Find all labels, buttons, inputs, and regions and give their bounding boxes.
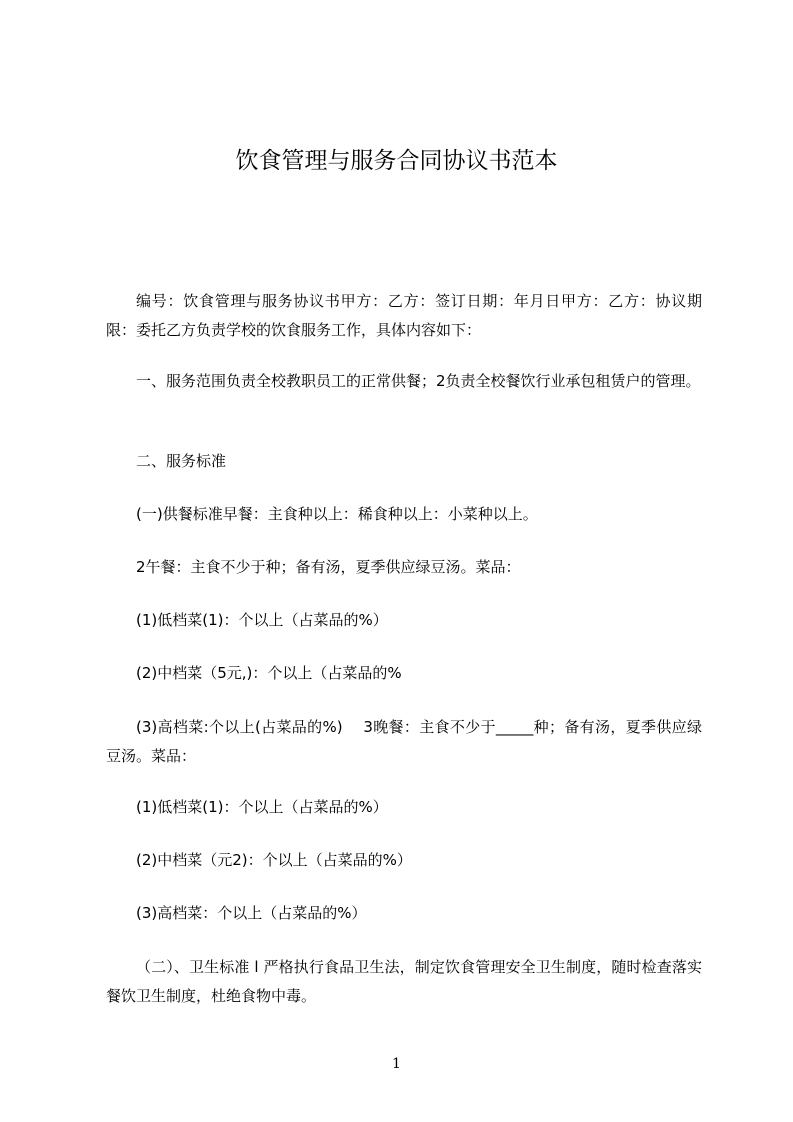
- paragraph-lunch-mid-grade: (2)中档菜（5元,)：个以上（占菜品的%: [136, 664, 402, 682]
- paragraph-service-standard-heading: 二、服务标准: [136, 452, 227, 470]
- paragraph-dinner-high-grade: (3)高档菜：个以上（占菜品的%）: [136, 904, 367, 922]
- document-title: 饮食管理与服务合同协议书范本: [235, 148, 558, 174]
- paragraph-intro: 编号：饮食管理与服务协议书甲方：乙方：签订日期：年月日甲方：乙方：协议期限：委托乙方负责学校的饮食服务工作，具体内容如下：: [106, 292, 702, 339]
- paragraph-meal-standard-breakfast: (一)供餐标准早餐：主食种以上：稀食种以上：小菜种以上。: [136, 505, 538, 523]
- paragraph-high-grade-and-dinner: (3)高档菜:个以上(占菜品的%) 3晚餐：主食不少于_____种；备有汤，夏季供应绿豆汤。菜品：: [106, 718, 702, 765]
- paragraph-lunch-low-grade: (1)低档菜(1)：个以上（占菜品的%）: [136, 611, 388, 629]
- paragraph-dinner-mid-grade: (2)中档菜（元2)：个以上（占菜品的%）: [136, 851, 412, 869]
- paragraph-hygiene-standard: （二）、卫生标准 l 严格执行食品卫生法，制定饮食管理安全卫生制度，随时检查落实餐饮卫生制度，杜绝食物中毒。: [106, 958, 702, 1005]
- page-number: 1: [392, 1056, 401, 1072]
- paragraph-service-scope: 一、服务范围负责全校教职员工的正常供餐；2负责全校餐饮行业承包租赁户的管理。: [136, 372, 701, 390]
- paragraph-lunch: 2午餐：主食不少于种；备有汤，夏季供应绿豆汤。菜品：: [136, 558, 521, 576]
- paragraph-dinner-low-grade: (1)低档菜(1)：个以上（占菜品的%）: [136, 798, 388, 816]
